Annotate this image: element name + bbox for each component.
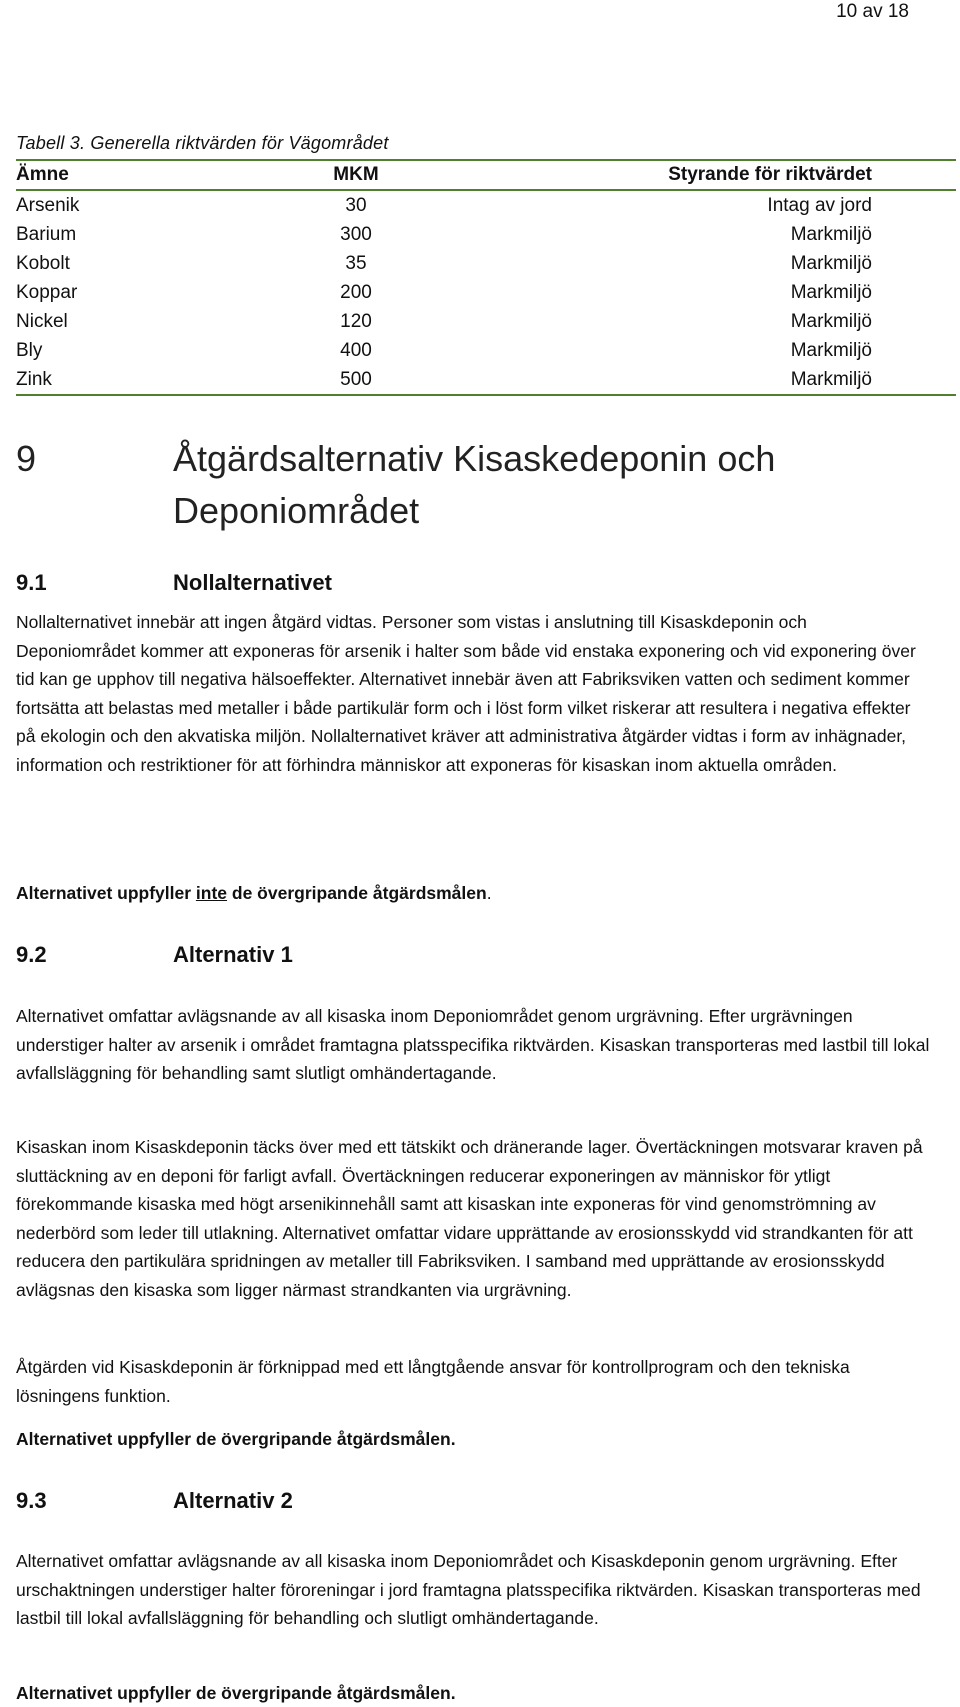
- section-9-1-paragraph: Nollalternativet innebär att ingen åtgärd vidtas. Personer som vistas i anslutning till Kisaskdeponin och Deponiområdet kommer att exponeras för arsenik i halter som både vid enstaka exponering och vid exponering över tid kan ge upphov till negativa hälsoeffekter. Alternativet innebär även att Fabriksviken vatten och sediment kommer fortsätta att belastas med metaller i både partikulär form och i löst form vilket riskerar att resultera i negativa effekter på ekologin och den akvatiska miljön. Nollalternativet kräver att administrativa åtgärder vidtas i form av inhägnader, information och restriktioner för att förhindra människor att exponeras för kisaskan inom aktuella områden.: [16, 612, 916, 775]
- conclusion-text: de övergripande åtgärdsmålen: [227, 883, 487, 903]
- cell-mkm: 300: [340, 224, 372, 245]
- section-9-3-conclusion: Alternativet uppfyller de övergripande åtgärdsmålen.: [16, 1683, 456, 1703]
- cell-mkm: 200: [340, 282, 372, 303]
- table-row: [16, 365, 956, 395]
- cell-governing: Markmiljö: [790, 340, 872, 361]
- document-page: [16, 0, 956, 1706]
- cell-mkm: 30: [345, 195, 367, 216]
- section-9-1-number: 9.1: [16, 570, 47, 595]
- section-9-2-conclusion: Alternativet uppfyller de övergripande åtgärdsmålen.: [16, 1429, 456, 1449]
- section-9-2-number: 9.2: [16, 942, 47, 967]
- cell-substance: Bly: [16, 340, 43, 361]
- header-mkm: MKM: [266, 160, 446, 190]
- cell-substance: Arsenik: [16, 195, 80, 216]
- section-9-title: Åtgärdsalternativ Kisaskedeponin och Deponiområdet: [173, 438, 776, 531]
- table-row: [16, 249, 956, 278]
- section-9-number: 9: [16, 438, 37, 479]
- table-row: [16, 307, 956, 336]
- cell-governing: Markmiljö: [446, 365, 956, 395]
- guideline-values-table: [16, 159, 956, 396]
- section-9-3-paragraph: Alternativet omfattar avlägsnande av all kisaska inom Deponiområdet och Kisaskdeponin genom urgrävning. Efter urschaktningen understiger halter föroreningar i jord framtagna platsspecifika riktvärden. Kisaskan transporteras med lastbil till lokal avfallsläggning för behandling och slutligt omhändertagande.: [16, 1551, 921, 1628]
- cell-governing: Markmiljö: [790, 311, 872, 332]
- cell-substance: Koppar: [16, 282, 78, 303]
- section-9-1-title: Nollalternativet: [173, 570, 332, 595]
- cell-governing: Markmiljö: [790, 282, 872, 303]
- section-9-3-number: 9.3: [16, 1488, 47, 1513]
- cell-governing: Markmiljö: [790, 224, 872, 245]
- section-9-2-paragraph: Kisaskan inom Kisaskdeponin täcks över med ett tätskikt och dränerande lager. Övertäckningen motsvarar kraven på sluttäckning av en deponi för farligt avfall. Övertäckningen reducerar exponeringen av människor för ytligt förekommande kisaska med högt arsenikinnehåll samt att kisaskan inte exponeras för vind genomströmning av nederbörd som leder till utlakning. Alternativet omfattar vidare upprättande av erosionsskydd vid strandkanten för att reducera den partikulära spridningen av metaller till Fabriksviken. I samband med upprättande av erosionsskydd avlägsnas den kisaska som ligger närmast strandkanten via urgrävning.: [16, 1137, 923, 1300]
- cell-mkm: 120: [340, 311, 372, 332]
- header-substance: Ämne: [16, 160, 266, 190]
- cell-substance: Zink: [16, 365, 266, 395]
- section-9-2-paragraph: Alternativet omfattar avlägsnande av all kisaska inom Deponiområdet genom urgrävning. Efter urgrävningen understiger halter av arsenik i området framtagna platsspecifika riktvärden. Kisaskan transporteras med lastbil till lokal avfallsläggning för behandling samt slutligt omhändertagande.: [16, 1006, 930, 1083]
- conclusion-text: Alternativet uppfyller: [16, 883, 196, 903]
- cell-governing: Markmiljö: [790, 253, 872, 274]
- cell-governing: Intag av jord: [767, 195, 872, 216]
- conclusion-period: .: [486, 883, 492, 903]
- table-row: [16, 336, 956, 365]
- table-row: [16, 190, 956, 220]
- table-caption: Tabell 3. Generella riktvärden för Vägområdet: [16, 133, 389, 153]
- page-number: 10 av 18: [836, 1, 909, 22]
- table-row: [16, 220, 956, 249]
- cell-mkm: 35: [345, 253, 367, 274]
- section-9-1-conclusion: [16, 879, 492, 907]
- cell-substance: Nickel: [16, 311, 68, 332]
- section-9-3-title: Alternativ 2: [173, 1488, 293, 1513]
- cell-mkm: 400: [340, 340, 372, 361]
- table-header-row: [16, 160, 956, 190]
- table-row: [16, 278, 956, 307]
- section-9-2-paragraph: Åtgärden vid Kisaskdeponin är förknippad med ett långtgående ansvar för kontrollprogram och den tekniska lösningens funktion.: [16, 1357, 850, 1406]
- cell-substance: Barium: [16, 224, 77, 245]
- conclusion-emphasis: inte: [195, 883, 228, 903]
- section-9-2-title: Alternativ 1: [173, 942, 293, 967]
- cell-mkm: 500: [266, 365, 446, 395]
- cell-substance: Kobolt: [16, 253, 70, 274]
- header-governing: Styrande för riktvärdet: [446, 160, 956, 190]
